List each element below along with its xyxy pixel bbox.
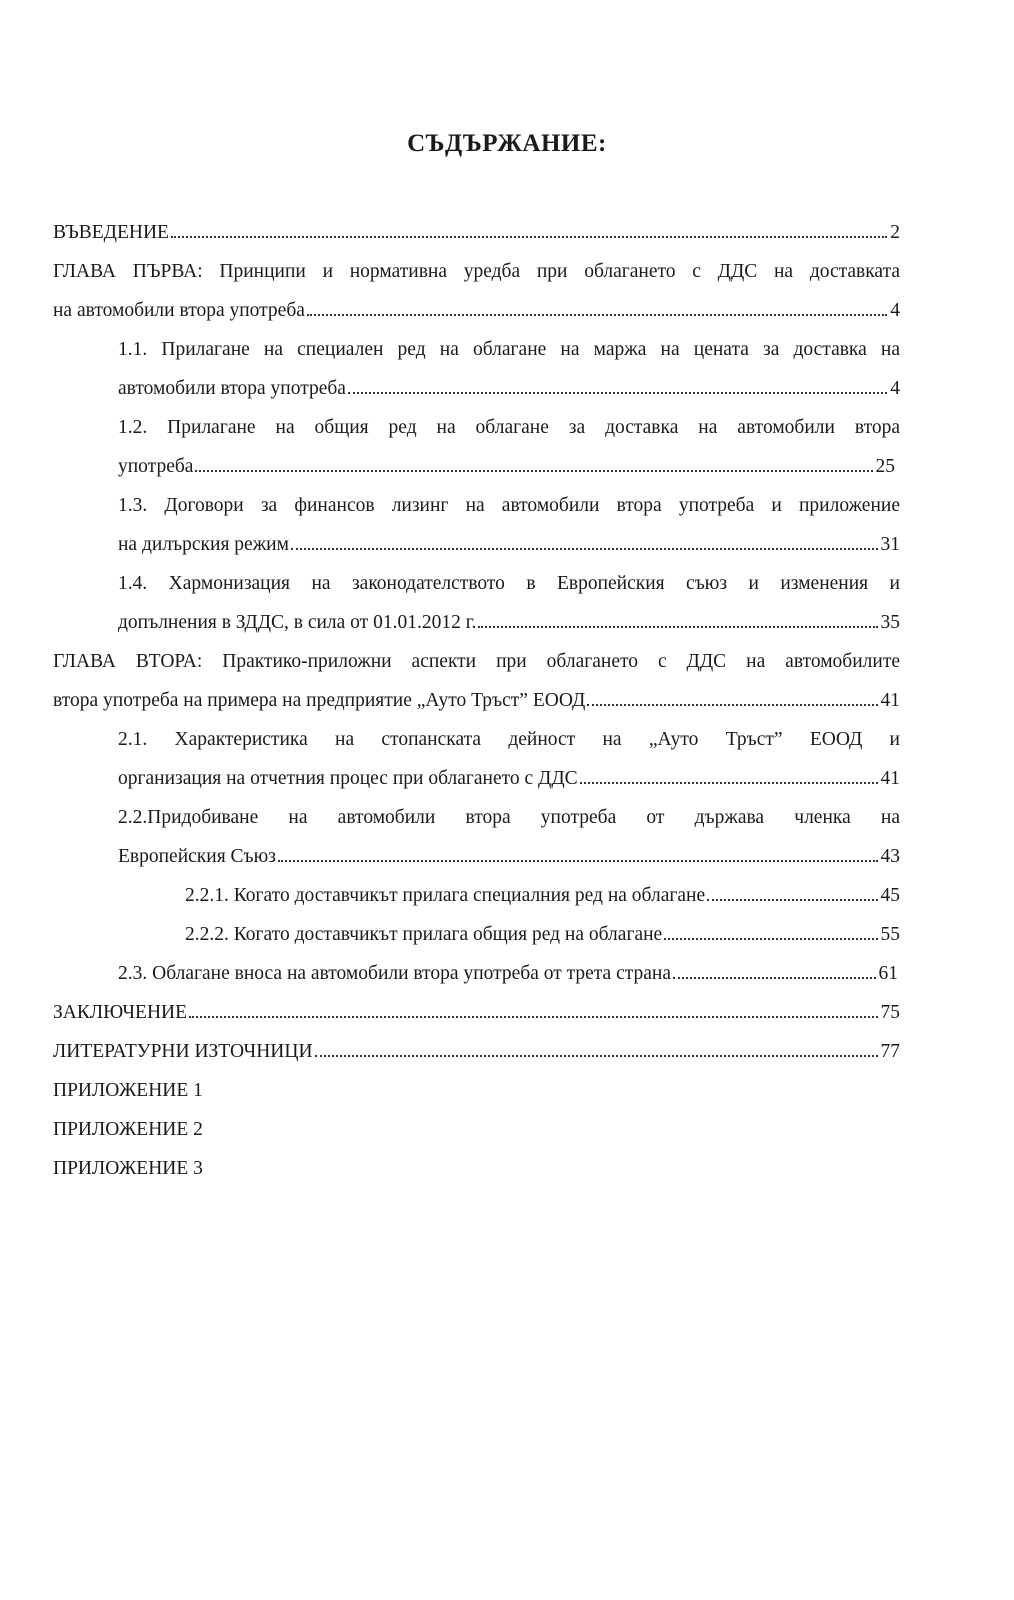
dot-leader — [707, 898, 877, 901]
toc-label: 2.2.2. Когато доставчикът прилага общия ред на облагане — [185, 924, 663, 945]
toc-entry-2-2-line2[interactable] — [118, 842, 900, 872]
toc-label: 2.2.Придобиване на автомобили втора употреба от държава членка на — [118, 807, 900, 828]
toc-entry-1-3-line1[interactable] — [118, 491, 900, 521]
toc-entry-introduction[interactable] — [53, 218, 900, 248]
dot-leader — [664, 937, 877, 940]
toc-entry-2-1-line1[interactable] — [118, 725, 900, 755]
toc-page-number: 4 — [890, 300, 900, 321]
toc-label: втора употреба на примера на предприятие „Ауто Тръст” ЕООД — [53, 690, 586, 711]
toc-page-number: 31 — [880, 534, 900, 555]
toc-page-number: 77 — [880, 1041, 900, 1062]
dot-leader — [195, 469, 872, 472]
toc-label: ПРИЛОЖЕНИЕ 1 — [53, 1080, 203, 1101]
toc-entry-1-1-line1[interactable] — [118, 335, 900, 365]
toc-page-number: 2 — [890, 222, 900, 243]
toc-entry-1-2-line1[interactable] — [118, 413, 900, 443]
toc-entry-2-2-2[interactable] — [185, 920, 900, 950]
page-title: СЪДЪРЖАНИЕ: — [407, 130, 607, 157]
toc-entry-1-3-line2[interactable] — [118, 530, 900, 560]
toc-label: 1.2. Прилагане на общия ред на облагане за доставка на автомобили втора — [118, 417, 900, 438]
dot-leader — [171, 235, 887, 238]
toc-label: на дилърския режим — [118, 534, 289, 555]
toc-label: ПРИЛОЖЕНИЕ 3 — [53, 1158, 203, 1179]
toc-label: 1.1. Прилагане на специален ред на облагане на маржа на цената за доставка на — [118, 339, 900, 360]
dot-leader — [189, 1015, 877, 1018]
toc-label: ПРИЛОЖЕНИЕ 2 — [53, 1119, 203, 1140]
toc-label: ВЪВЕДЕНИЕ — [53, 222, 169, 243]
toc-page-number: 35 — [880, 612, 900, 633]
dot-leader — [278, 859, 878, 862]
toc-entry-chapter-1-line1[interactable] — [53, 257, 900, 287]
toc-entry-2-2-1[interactable] — [185, 881, 900, 911]
toc-label: 2.1. Характеристика на стопанската дейност на „Ауто Тръст” ЕООД и — [118, 729, 900, 750]
dot-leader — [315, 1054, 878, 1057]
toc-label: ЗАКЛЮЧЕНИЕ — [53, 1002, 188, 1023]
dot-leader — [673, 976, 876, 979]
toc-entry-1-2-line2[interactable] — [118, 452, 895, 482]
toc-entry-appendix-3[interactable] — [53, 1154, 453, 1184]
toc-label: ЛИТЕРАТУРНИ ИЗТОЧНИЦИ — [53, 1041, 313, 1062]
toc-page-number: 41 — [880, 690, 900, 711]
dot-leader — [307, 313, 887, 316]
toc-entry-chapter-2-line1[interactable] — [53, 647, 900, 677]
toc-label: 2.3. Облагане вноса на автомобили втора употреба от трета страна — [118, 963, 671, 984]
toc-entry-2-2-line1[interactable] — [118, 803, 900, 833]
toc-label: Европейския Съюз — [118, 846, 276, 867]
toc-page-number: 45 — [880, 885, 900, 906]
toc-entry-2-1-line2[interactable] — [118, 764, 900, 794]
toc-page-number: 41 — [880, 768, 900, 789]
toc-page-number: 43 — [880, 846, 900, 867]
toc-label: 1.4. Хармонизация на законодателството в Европейския съюз и изменения и — [118, 573, 900, 594]
dot-leader — [478, 625, 877, 628]
toc-entry-conclusion[interactable] — [53, 998, 900, 1028]
toc-entry-1-1-line2[interactable] — [118, 374, 900, 404]
toc-label: допълнения в ЗДДС, в сила от 01.01.2012 г. — [118, 612, 477, 633]
toc-entry-chapter-2-line2[interactable] — [53, 686, 900, 716]
toc-entry-literature[interactable] — [53, 1037, 900, 1067]
toc-entry-chapter-1-line2[interactable] — [53, 296, 900, 326]
toc-label: автомобили втора употреба — [118, 378, 346, 399]
toc-entry-1-4-line2[interactable] — [118, 608, 900, 638]
dot-leader — [348, 391, 887, 394]
dot-leader — [580, 781, 878, 784]
dot-leader — [291, 547, 878, 550]
toc-page-number: 55 — [880, 924, 900, 945]
toc-page-number: 4 — [890, 378, 900, 399]
dot-leader — [587, 703, 877, 706]
toc-entry-appendix-2[interactable] — [53, 1115, 453, 1145]
toc-label: употреба — [118, 456, 194, 477]
toc-page-number: 25 — [875, 456, 895, 477]
toc-page-number: 61 — [878, 963, 898, 984]
toc-entry-appendix-1[interactable] — [53, 1076, 453, 1106]
toc-label: ГЛАВА ПЪРВА: Принципи и нормативна уредба при облагането с ДДС на доставката — [53, 261, 900, 282]
toc-label: 1.3. Договори за финансов лизинг на автомобили втора употреба и приложение — [118, 495, 900, 516]
toc-label: 2.2.1. Когато доставчикът прилага специалния ред на облагане — [185, 885, 706, 906]
toc-page-number: 75 — [880, 1002, 900, 1023]
toc-entry-2-3[interactable] — [118, 959, 898, 989]
toc-label: организация на отчетния процес при облагането с ДДС — [118, 768, 578, 789]
toc-entry-1-4-line1[interactable] — [118, 569, 900, 599]
toc-label: на автомобили втора употреба — [53, 300, 305, 321]
toc-label: ГЛАВА ВТОРА: Практико-приложни аспекти при облагането с ДДС на автомобилите — [53, 651, 900, 672]
